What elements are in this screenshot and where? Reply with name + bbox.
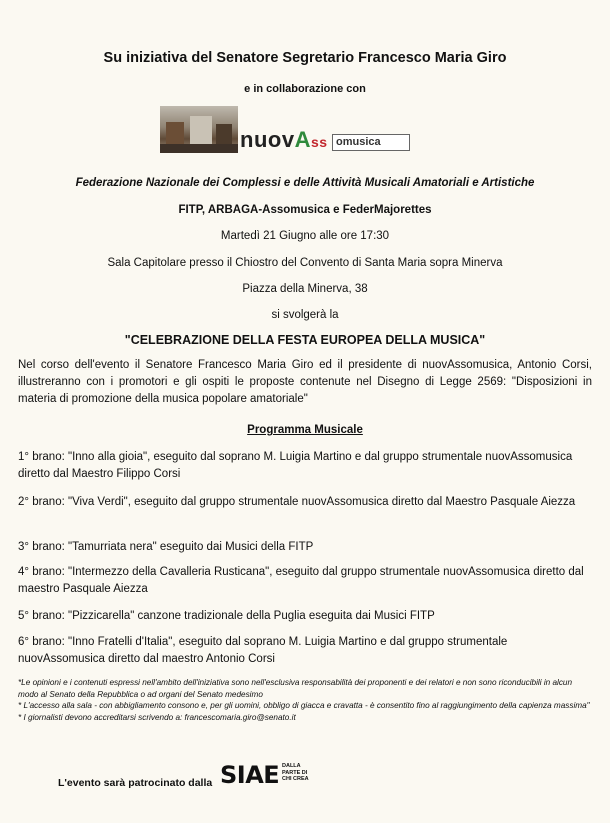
program-title: Programma Musicale: [247, 424, 363, 436]
program-item: 4° brano: "Intermezzo della Cavalleria Rusticana", eseguito dal gruppo strumentale nuovAssomusica diretto dal maestro Pasquale Aiezza: [18, 566, 584, 595]
heading: Su iniziativa del Senatore Segretario Francesco Maria Giro: [103, 50, 507, 66]
logo-wordmark: [240, 128, 328, 154]
intro-paragraph: Nel corso dell'evento il Senatore Francesco Maria Giro ed il presidente di nuovAssomusica, Antonio Corsi, illustreranno con i promotori e gli ospiti le proposte contenute nel Disegno di Legge 2569: "Disposizioni in materia di promozione della musica popolare amatoriale": [18, 359, 592, 405]
footnote: *Le opinioni e i contenuti espressi nell'ambito dell'iniziativa sono nell'esclusiva responsabilità dei proponenti e dei relatori e non sono riconducibili in alcun modo al Senato della Repubblica o ad organi del Senato medesimo: [18, 678, 573, 699]
collaboration-line: e in collaborazione con: [244, 83, 366, 95]
logo-prefix: nuov: [240, 127, 295, 152]
siae-wordmark: SIAE: [220, 761, 280, 789]
program-item: 2° brano: "Viva Verdi", eseguito dal gruppo strumentale nuovAssomusica diretto dal Maestro Pasquale Aiezza: [18, 496, 576, 508]
logo-ss: ss: [310, 134, 328, 150]
federation-name: Federazione Nazionale dei Complessi e delle Attività Musicali Amatoriali e Artistiche: [75, 177, 535, 189]
logo-box-text: omusica: [336, 136, 381, 148]
siae-tagline: DALLA PARTE DI CHI CREA: [282, 763, 309, 782]
program-item: 5° brano: "Pizzicarella" canzone tradizionale della Puglia eseguita dai Musici FITP: [18, 610, 435, 622]
nuovassomusica-logo: [160, 106, 410, 154]
program-item: 6° brano: "Inno Fratelli d'Italia", eseguito dal soprano M. Luigia Martino e dal gruppo strumentale nuovAssomusica diretto dal maestro Antonio Corsi: [18, 636, 508, 665]
program-item: 3° brano: "Tamurriata nera" eseguito dai Musici della FITP: [18, 541, 314, 553]
svolgera-line: si svolgerà la: [271, 309, 339, 321]
event-date: Martedì 21 Giugno alle ore 17:30: [220, 230, 390, 242]
logo-box: [332, 134, 410, 151]
sponsor-label: L'evento sarà patrocinato dalla: [58, 777, 213, 789]
footnotes: [18, 677, 592, 723]
event-address: Piazza della Minerva, 38: [242, 283, 368, 295]
logo-photo: [160, 106, 238, 153]
logo-a-letter: A: [294, 127, 311, 152]
footnote: * I giornalisti devono accreditarsi scrivendo a: francescomaria.giro@senato.it: [18, 712, 296, 722]
event-venue: Sala Capitolare presso il Chiostro del Convento di Santa Maria sopra Minerva: [107, 257, 503, 269]
associations: FITP, ARBAGA-Assomusica e FederMajorettes: [178, 204, 432, 216]
celebration-title: "CELEBRAZIONE DELLA FESTA EUROPEA DELLA MUSICA": [124, 333, 486, 347]
program-item: 1° brano: "Inno alla gioia", eseguito dal soprano M. Luigia Martino e dal gruppo strumentale nuovAssomusica diretto dal Maestro Filippo Corsi: [18, 451, 573, 480]
footnote: * L'accesso alla sala - con abbigliamento consono e, per gli uomini, obbligo di giacca e cravatta - è consentito fino al raggiungimento della capienza massima": [18, 701, 590, 710]
